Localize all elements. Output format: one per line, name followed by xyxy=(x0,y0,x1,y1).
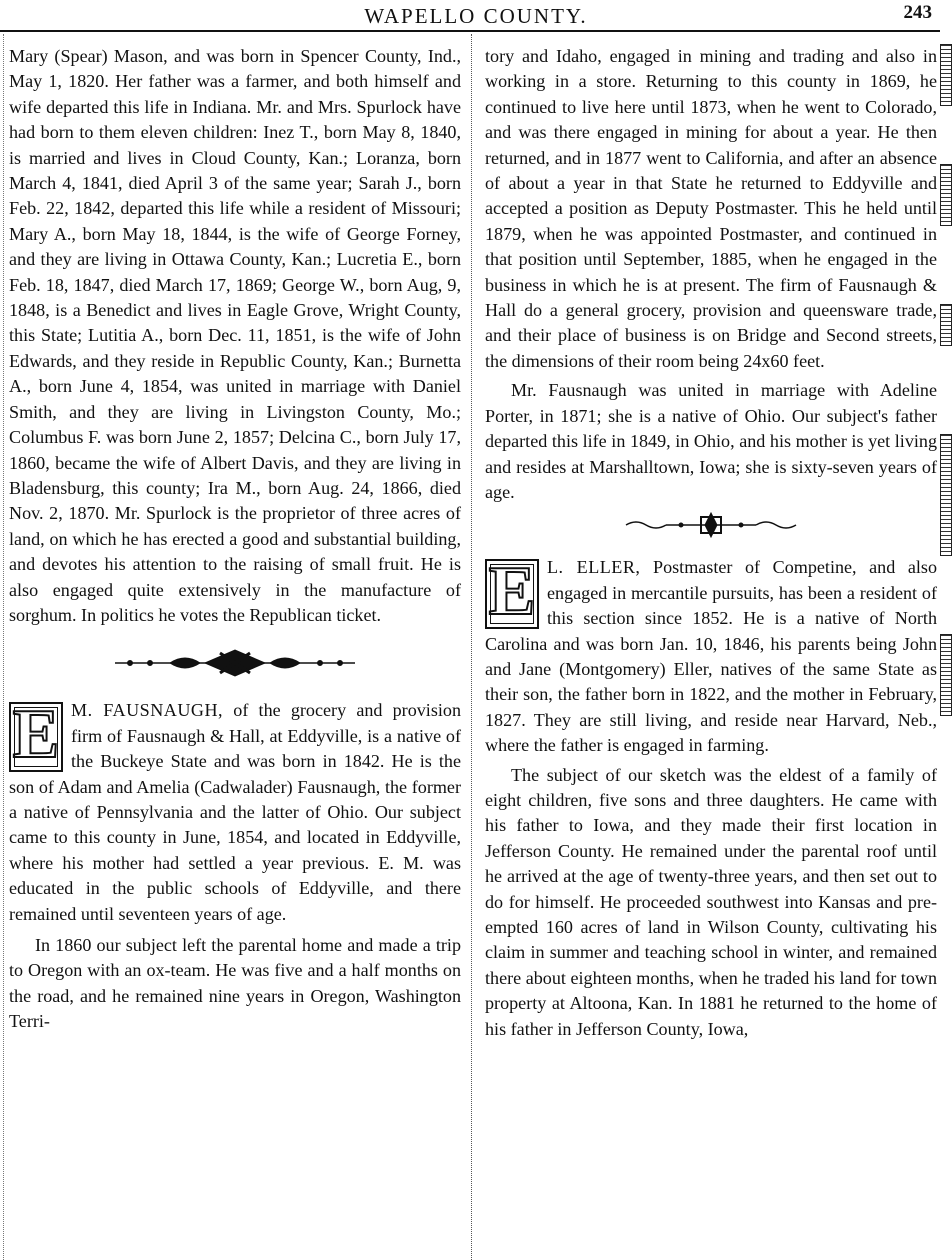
edge-mark xyxy=(940,164,952,226)
binding-edge xyxy=(3,34,4,1260)
section-ornament xyxy=(9,628,461,698)
paragraph: tory and Idaho, engaged in mining and trading and also in working in a store. Returning to this county in 1869, he continued to live here until 1873, when he went to Colorado, and was there engaged in mining for about a year. He then returned, and in 1877 went to California, and after an absence of about a year in that State he returned to Eddyville and accepted a position as Deputy Postmaster. This he held until 1879, when he was appointed Postmaster, and continued in that position until September, 1885, when he engaged in the business in which he is at present. The firm of Fausnaugh & Hall do a general grocery, provision and queensware trade, and their place of business is on Bridge and Second streets, the dimensions of their room being 24x60 feet. xyxy=(485,46,937,371)
page-number: 243 xyxy=(903,2,932,23)
biography-text: Postmaster of Competine, and also engaged in mercantile pursuits, has been a resident of this section since 1852. He is a native of North Carolina and was born Jan. 10, 1846, his parents being John and Jane (Montgomery) Eller, natives of the same State as their son, the father born in 1822, and the mother in February, 1827. They are still living, and reside near Harvard, Neb., where the father is engaged in farming. xyxy=(485,557,937,756)
paragraph: Mary (Spear) Mason, and was born in Spencer County, Ind., May 1, 1820. Her father was a farmer, and both himself and wife departed this life in Indiana. Mr. and Mrs. Spurlock have had born to them eleven children: Inez T., born May 8, 1840, is married and lives in Cloud County, Kan.; Loranza, born March 4, 1841, died April 3 of the same year; Sarah J., born Feb. 22, 1842, departed this life while a resident of Missouri; Mary A., born May 18, 1844, is the wife of George Forney, and they are living in Ottawa County, Kan.; Lucretia E., born Feb. 18, 1847, died March 17, 1869; George W., born Aug, 9, 1848, is a Benedict and lives in Eagle Grove, Wright County, this State; Lutitia A., born Dec. 11, 1851, is the wife of John Edwards, and they reside in Republic County, Kan.; Burnetta A., born June 4, 1854, was united in marriage with Daniel Smith, and they are living in Livingston County, Mo.; Columbus F. was born June 2, 1857; Delcina C., born July 17, 1860, became the wife of Albert Davis, and they are living in Bladensburg, this county; Ira M., born Aug. 24, 1866, died Nov. 2, 1870. Mr. Spurlock is the proprietor of three acres of land, on which he has erected a good and substantial building, and devotes his attention to the raising of small fruit. He is also engaged quite extensively in the manufacture of sorghum. In politics he votes the Republican ticket. xyxy=(9,46,461,625)
running-title: WAPELLO COUNTY. xyxy=(364,4,588,28)
section-ornament xyxy=(485,505,937,555)
right-column xyxy=(485,44,937,1042)
page-header xyxy=(0,0,952,34)
ornament-flourish-icon xyxy=(110,628,360,698)
paragraph: The subject of our sketch was the eldest of a family of eight children, five sons and three daughters. He came with his father to Iowa, and they made their first location in Jefferson County. He remained under the parental roof until he arrived at the age of twenty-three years, and then set out to do for himself. He proceeded southwest into Kansas and pre-empted 160 acres of land in Wilson County, cultivating his claim in summer and teaching school in winter, and remained there about eighteen months, when he traded his land for town property at Altoona, Kan. In 1881 he returned to the home of his father in Jefferson County, Iowa, xyxy=(485,764,937,1039)
paragraph: In 1860 our subject left the parental home and made a trip to Oregon with an ox-team. He was five and a half months on the road, and he remained nine years in Oregon, Washington Terri- xyxy=(9,935,461,1032)
edge-mark xyxy=(940,634,952,716)
drop-cap: E xyxy=(9,702,63,772)
edge-mark xyxy=(940,304,952,346)
paragraph: Mr. Fausnaugh was united in marriage with Adeline Porter, in 1871; she is a native of Ohio. Our subject's father departed this life in 1849, in Ohio, and his mother is yet living and resides at Marshalltown, Iowa; she is sixty-seven years of age. xyxy=(485,380,937,502)
biography-paragraph xyxy=(485,555,937,758)
biography-paragraph xyxy=(9,698,461,927)
biography-text: of the grocery and provision firm of Fausnaugh & Hall, at Eddyville, is a native of the Buckeye State and was born in 1842. He is the son of Adam and Amelia (Cadwalader) Fausnaugh, the former a native of Pennsylvania and the latter of Ohio. Our subject came to this county in June, 1854, and located in Eddyville, where his mother had settled a year previous. E. M. was educated in the public schools of Eddyville, and there remained until seventeen years of age. xyxy=(9,700,461,924)
left-column xyxy=(9,44,461,1035)
page-edge-marks xyxy=(938,34,952,1260)
drop-cap: E xyxy=(485,559,539,629)
column-divider xyxy=(471,34,472,1260)
edge-mark xyxy=(940,44,952,106)
edge-mark xyxy=(940,434,952,556)
header-rule xyxy=(0,30,940,32)
biography-name: M. FAUSNAUGH, xyxy=(71,700,224,721)
ornament-flourish-icon xyxy=(621,505,801,545)
biography-name: L. ELLER, xyxy=(547,557,641,578)
